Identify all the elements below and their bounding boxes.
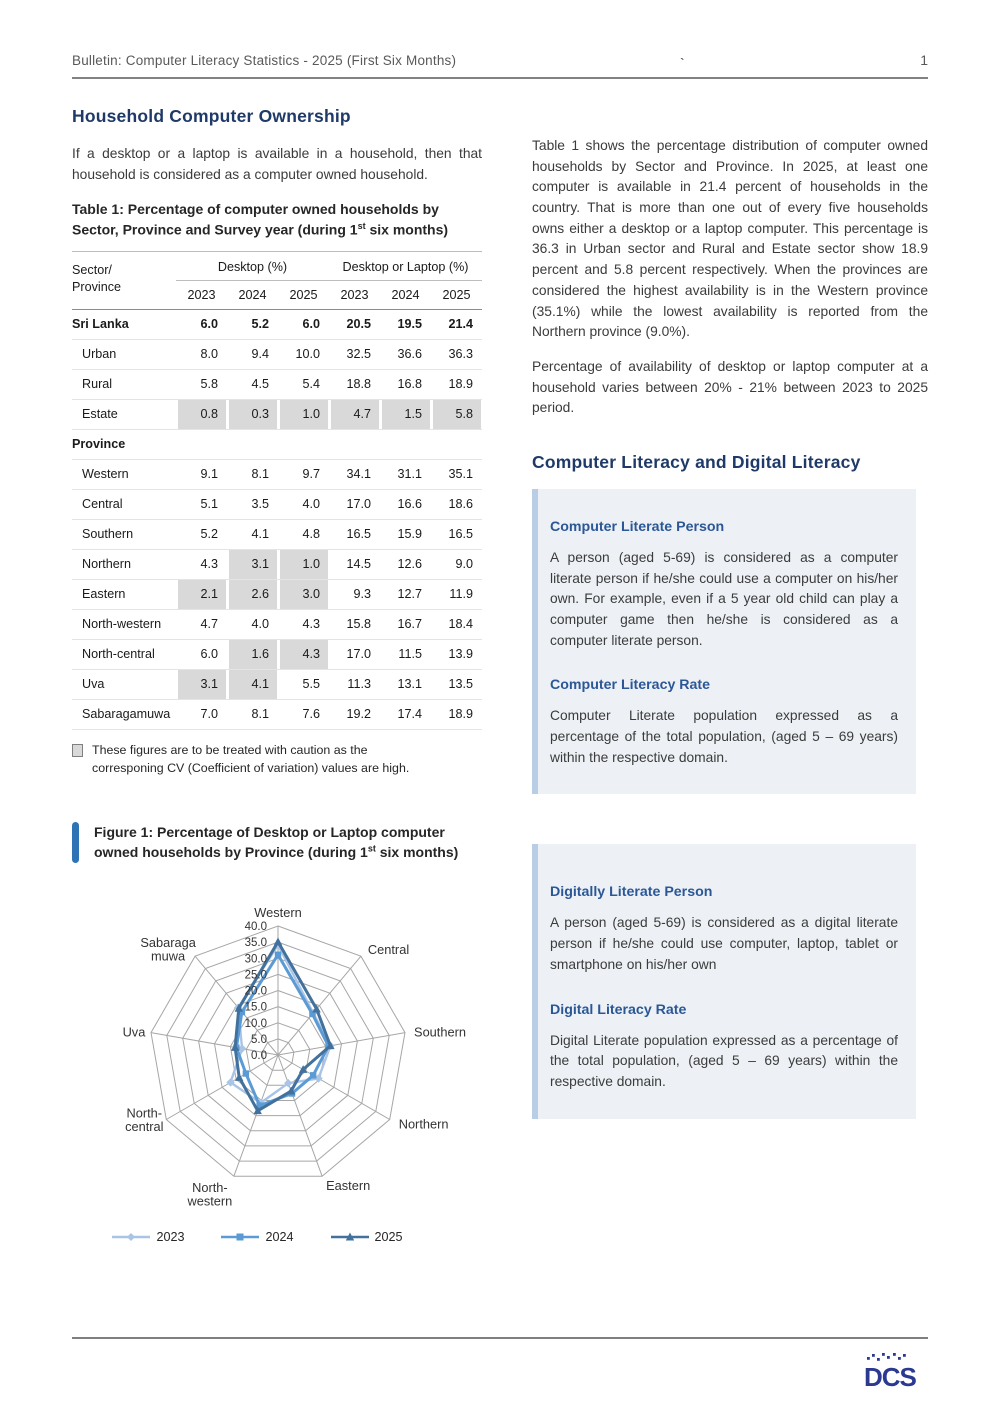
- radar-axis-label: Southern: [414, 1024, 466, 1040]
- group-header-desktop: Desktop (%): [176, 251, 329, 280]
- table-cell: 11.5: [380, 639, 431, 669]
- table-section-label: Province: [72, 429, 482, 459]
- shaded-cell-legend-icon: [72, 744, 83, 757]
- radar-marker-triangle: [235, 1073, 243, 1081]
- table-cell: 4.0: [278, 489, 329, 519]
- chart-legend: [72, 1230, 482, 1244]
- radar-tick-label: 10.0: [244, 1017, 267, 1030]
- corner-header-line1: Sector/: [72, 263, 112, 278]
- right-column: [532, 95, 928, 1244]
- table-cell: 4.5: [227, 369, 278, 399]
- section-title-household: Household Computer Ownership: [72, 106, 351, 126]
- table-cell: 5.8: [431, 399, 482, 429]
- box-spacer: [532, 794, 928, 844]
- table-cell: 17.0: [329, 639, 380, 669]
- table-corner-header: [72, 251, 176, 309]
- radar-tick-label: 20.0: [244, 985, 267, 998]
- definition-heading-computer-literate-person: Computer Literate Person: [550, 518, 725, 535]
- logo-text: DCS: [864, 1362, 916, 1392]
- table-cell: 5.2: [176, 519, 227, 549]
- table-cell: 17.0: [329, 489, 380, 519]
- table-cell: 9.3: [329, 579, 380, 609]
- legend-marker-diamond-icon: [111, 1231, 151, 1243]
- table-cell: 7.0: [176, 699, 227, 729]
- table-cell: 11.3: [329, 669, 380, 699]
- logo-dot: [887, 1356, 890, 1359]
- table-row-label: North-western: [72, 609, 176, 639]
- definition-box-content: [538, 489, 916, 795]
- table-cell: 4.3: [278, 639, 329, 669]
- radar-axis-label: Sabaraga: [140, 934, 196, 950]
- table-cell: 3.1: [176, 669, 227, 699]
- table-cell: 18.6: [431, 489, 482, 519]
- table-cell: 32.5: [329, 339, 380, 369]
- footnote-line1: These figures are to be treated with caution as the: [92, 742, 368, 757]
- table-cell: 1.0: [278, 399, 329, 429]
- year-header: 2024: [227, 280, 278, 309]
- table-caption-tail: six months): [365, 221, 449, 238]
- table-row: [72, 579, 482, 609]
- table-cell: 2.1: [176, 579, 227, 609]
- year-header: 2025: [431, 280, 482, 309]
- table-cell: 1.5: [380, 399, 431, 429]
- definition-heading-digitally-literate-person: Digitally Literate Person: [550, 884, 713, 901]
- logo-dot: [893, 1353, 896, 1356]
- table-row-label: North-central: [72, 639, 176, 669]
- radar-axis-label: North-: [126, 1105, 163, 1121]
- page-header: [72, 52, 928, 79]
- legend-item-2024: [220, 1230, 293, 1244]
- table-cell: 19.2: [329, 699, 380, 729]
- table-cell: 18.9: [431, 699, 482, 729]
- radar-tick-label: 25.0: [244, 968, 267, 981]
- table-row: [72, 369, 482, 399]
- logo-dot: [867, 1357, 870, 1360]
- table-cell: 31.1: [380, 459, 431, 489]
- radar-tick-label: 40.0: [244, 920, 267, 933]
- table-row: [72, 399, 482, 429]
- year-header: 2025: [278, 280, 329, 309]
- table-cell: 4.3: [278, 609, 329, 639]
- table-cell: 5.4: [278, 369, 329, 399]
- table-cell: 5.1: [176, 489, 227, 519]
- table-cell: 16.7: [380, 609, 431, 639]
- table-caption-text: Table 1: Percentage of computer owned households by Sector, Province and Survey year (during 1: [72, 201, 439, 238]
- footnote-line2: corresponing CV (Coefficient of variation) values are high.: [92, 761, 410, 776]
- table-cell: 4.0: [227, 609, 278, 639]
- definition-heading-computer-literacy-rate: Computer Literacy Rate: [550, 677, 711, 694]
- logo-dot: [877, 1358, 880, 1361]
- table-cell: 15.9: [380, 519, 431, 549]
- table-row: [72, 609, 482, 639]
- table-cell: 19.5: [380, 309, 431, 339]
- legend-item-2023: [111, 1230, 184, 1244]
- table-row-label: Urban: [72, 339, 176, 369]
- radar-tick-label: 35.0: [244, 936, 267, 949]
- table-row: [72, 549, 482, 579]
- table-cell: 36.6: [380, 339, 431, 369]
- table-cell: 5.5: [278, 669, 329, 699]
- table-cell: 8.0: [176, 339, 227, 369]
- logo-dot: [903, 1354, 906, 1357]
- header-title: Bulletin: Computer Literacy Statistics - 2025 (First Six Months): [72, 53, 457, 68]
- footnote-text: [92, 741, 409, 778]
- radar-axis-label: western: [187, 1193, 233, 1209]
- definition-text-computer-literate-person: A person (aged 5-69) is considered as a computer literate person if he/she could use a computer on his/her own. For example, even if a 5 year old child can play a computer game then he/she is considered as a computer literate person.: [550, 549, 898, 648]
- table-row-label: Sri Lanka: [72, 309, 176, 339]
- table-cell: 18.9: [431, 369, 482, 399]
- table-row-label: Rural: [72, 369, 176, 399]
- radar-axis-label: Uva: [122, 1024, 146, 1040]
- definition-box-digital-literacy: [532, 844, 916, 1118]
- table-footnote: [72, 741, 482, 778]
- definition-text-digitally-literate-person: A person (aged 5-69) is considered as a digital literate person if he/she could use computer, laptop, tablet or smartphone on his/her own: [550, 915, 898, 972]
- table-cell: 3.5: [227, 489, 278, 519]
- radar-tick-label: 0.0: [251, 1049, 267, 1062]
- table-cell: 6.0: [176, 639, 227, 669]
- content-columns: [72, 95, 928, 1244]
- figure-caption-body: Figure 1: Percentage of Desktop or Laptop computer owned households by Province (during 1: [94, 824, 445, 861]
- table-row: [72, 669, 482, 699]
- corner-header-line2: Province: [72, 280, 121, 295]
- table-1: [72, 251, 482, 730]
- table-row: [72, 639, 482, 669]
- table-cell: 8.1: [227, 699, 278, 729]
- radar-marker-square: [310, 1072, 316, 1078]
- analysis-paragraph-1: Table 1 shows the percentage distribution of computer owned households by Sector and Province. In 2025, at least one computer is available in 21.4 percent of households in the country. That is more than one out of every five households owns either a desktop or a laptop computer. This percentage is 36.3 in Urban sector and Rural and Estate sector show 18.9 percent and 5.8 percent respectively. When the provinces are considered the highest availability is in the Western province (35.1%) while the lowest availability is reported from the Northern province (9.0%).: [532, 138, 928, 340]
- table-cell: 34.1: [329, 459, 380, 489]
- table-row: [72, 519, 482, 549]
- definition-box-content: [538, 844, 916, 1118]
- table-row: [72, 309, 482, 339]
- radar-marker-square: [243, 1070, 249, 1076]
- table-cell: 10.0: [278, 339, 329, 369]
- table-cell: 3.0: [278, 579, 329, 609]
- table-cell: 5.8: [176, 369, 227, 399]
- table-cell: 8.1: [227, 459, 278, 489]
- table-cell: 4.3: [176, 549, 227, 579]
- figure-caption-sup: st: [367, 843, 376, 854]
- table-cell: 16.5: [329, 519, 380, 549]
- table-cell: 14.5: [329, 549, 380, 579]
- radar-chart: [72, 885, 482, 1217]
- table-caption-sup: st: [357, 221, 366, 232]
- figure-caption-tail: six months): [375, 844, 459, 861]
- definition-text-computer-literacy-rate: Computer Literate population expressed as a percentage of the total population, (aged 5 – 69 years) within the respective domain.: [550, 708, 898, 765]
- figure-caption-text: [94, 822, 482, 863]
- radar-marker-square: [275, 951, 281, 957]
- logo-dot: [898, 1357, 901, 1360]
- table-cell: 4.1: [227, 519, 278, 549]
- radar-axis-label: Western: [254, 904, 302, 920]
- table-cell: 9.0: [431, 549, 482, 579]
- year-header: 2024: [380, 280, 431, 309]
- intro-paragraph: If a desktop or a laptop is available in a household, then that household is considered as a computer owned household.: [72, 146, 482, 182]
- table-cell: 1.0: [278, 549, 329, 579]
- page-footer: [72, 1337, 928, 1392]
- table-cell: 21.4: [431, 309, 482, 339]
- table-cell: 12.7: [380, 579, 431, 609]
- table-cell: 2.6: [227, 579, 278, 609]
- legend-marker-triangle-icon: [330, 1231, 370, 1243]
- table-cell: 18.4: [431, 609, 482, 639]
- figure-caption-accent-bar: [72, 822, 79, 863]
- table-cell: 36.3: [431, 339, 482, 369]
- table-row-label: Southern: [72, 519, 176, 549]
- table-row-label: Eastern: [72, 579, 176, 609]
- radar-tick-label: 15.0: [244, 1001, 267, 1014]
- table-cell: 3.1: [227, 549, 278, 579]
- table-cell: 18.8: [329, 369, 380, 399]
- table-row-label: Sabaragamuwa: [72, 699, 176, 729]
- table-cell: 13.9: [431, 639, 482, 669]
- table-body: [72, 309, 482, 729]
- legend-label: 2025: [374, 1229, 403, 1244]
- table-cell: 9.7: [278, 459, 329, 489]
- year-header: 2023: [329, 280, 380, 309]
- table-row-label: Northern: [72, 549, 176, 579]
- table-row-label: Estate: [72, 399, 176, 429]
- table-cell: 15.8: [329, 609, 380, 639]
- logo-dot: [882, 1353, 885, 1356]
- table-cell: 4.7: [329, 399, 380, 429]
- table-cell: 16.5: [431, 519, 482, 549]
- table-row-label: Central: [72, 489, 176, 519]
- legend-item-2025: [330, 1230, 403, 1244]
- radar-axis-label: muwa: [151, 948, 186, 964]
- radar-axis-label: central: [125, 1118, 164, 1134]
- table-cell: 12.6: [380, 549, 431, 579]
- table-cell: 9.1: [176, 459, 227, 489]
- table-1-caption: [72, 200, 482, 240]
- table-cell: 13.1: [380, 669, 431, 699]
- radar-axis-label: Eastern: [326, 1177, 371, 1193]
- definition-heading-digital-literacy-rate: Digital Literacy Rate: [550, 1001, 687, 1018]
- table-row: [72, 459, 482, 489]
- table-cell: 1.6: [227, 639, 278, 669]
- figure-1-caption: [72, 822, 482, 863]
- table-row: [72, 339, 482, 369]
- dcs-logo: [860, 1351, 926, 1395]
- table-cell: 4.8: [278, 519, 329, 549]
- definition-text-digital-literacy-rate: Digital Literate population expressed as a percentage of the total population, (aged 5 – 69 years) within the respective domain.: [550, 1032, 898, 1089]
- year-header: 2023: [176, 280, 227, 309]
- table-row: [72, 489, 482, 519]
- legend-marker-square-icon: [220, 1231, 260, 1243]
- table-cell: 13.5: [431, 669, 482, 699]
- left-column: [72, 95, 482, 1244]
- radar-axis-label: Central: [367, 941, 410, 957]
- table-cell: 4.1: [227, 669, 278, 699]
- header-tick-mark: `: [680, 55, 685, 71]
- table-cell: 7.6: [278, 699, 329, 729]
- table-cell: 9.4: [227, 339, 278, 369]
- group-header-desktop-laptop: Desktop or Laptop (%): [329, 251, 482, 280]
- radar-axis-label: North-: [192, 1179, 228, 1195]
- table-cell: 4.7: [176, 609, 227, 639]
- radar-chart-container: [72, 885, 482, 1244]
- table-cell: 20.5: [329, 309, 380, 339]
- table-cell: 6.0: [176, 309, 227, 339]
- logo-dot: [872, 1354, 875, 1357]
- table-row: [72, 699, 482, 729]
- table-cell: 0.3: [227, 399, 278, 429]
- radar-axis-label: Northern: [398, 1116, 449, 1132]
- analysis-paragraph-2: Percentage of availability of desktop or laptop computer at a household varies between 20% - 21% between 2023 to 2025 period.: [532, 358, 928, 416]
- table-cell: 5.2: [227, 309, 278, 339]
- table-row-label: Western: [72, 459, 176, 489]
- radar-tick-label: 5.0: [251, 1033, 267, 1046]
- radar-tick-label: 30.0: [244, 952, 267, 965]
- section-title-literacy: Computer Literacy and Digital Literacy: [532, 451, 861, 472]
- legend-label: 2023: [156, 1229, 185, 1244]
- legend-label: 2024: [265, 1229, 294, 1244]
- page-number: 1: [920, 52, 928, 68]
- table-cell: 6.0: [278, 309, 329, 339]
- radar-marker-triangle: [274, 937, 282, 945]
- table-row-label: Uva: [72, 669, 176, 699]
- table-cell: 0.8: [176, 399, 227, 429]
- table-cell: 11.9: [431, 579, 482, 609]
- table-cell: 35.1: [431, 459, 482, 489]
- definition-box-computer-literacy: [532, 489, 916, 795]
- table-cell: 16.8: [380, 369, 431, 399]
- table-cell: 16.6: [380, 489, 431, 519]
- table-cell: 17.4: [380, 699, 431, 729]
- table-section-row: [72, 429, 482, 459]
